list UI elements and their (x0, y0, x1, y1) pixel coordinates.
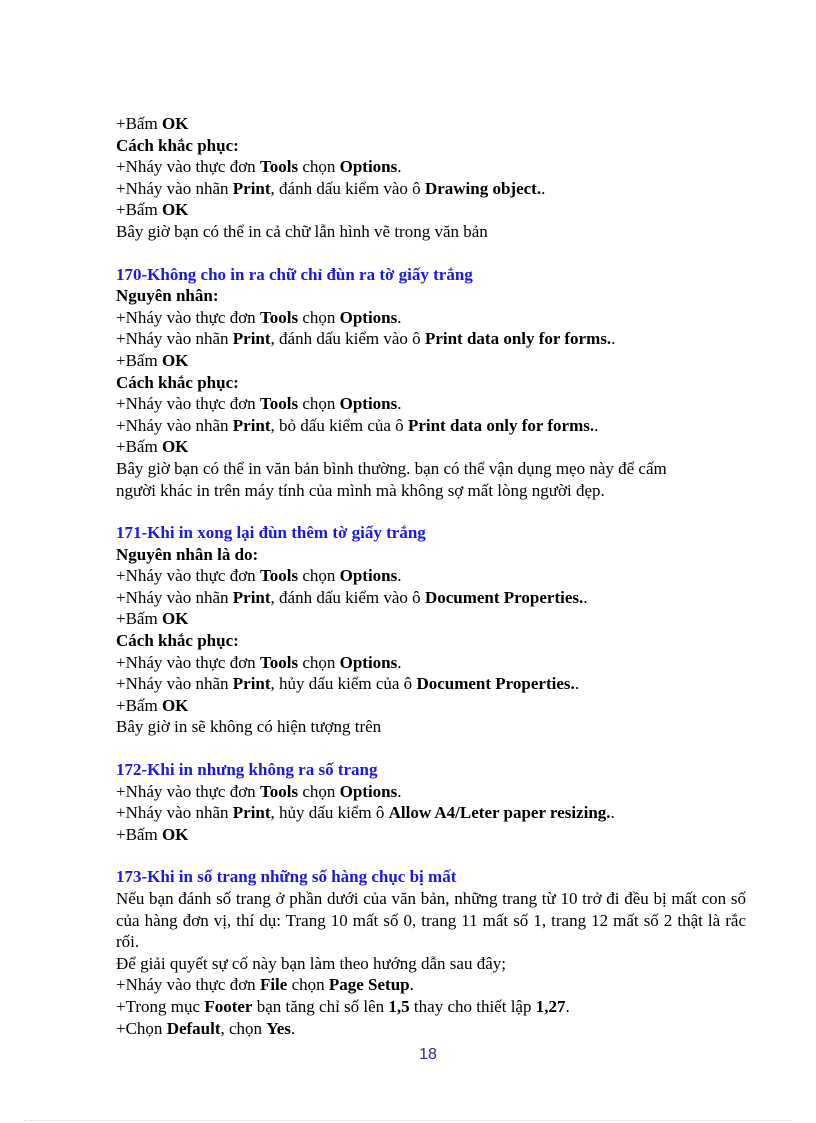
step-text: . (565, 996, 570, 1016)
step-text: , đánh dấu kiểm vào ô (270, 329, 425, 349)
section-172 (116, 759, 746, 845)
step-keyword: Yes (266, 1018, 291, 1038)
step-keyword: Footer (204, 996, 253, 1016)
step-text: +Bấm (116, 695, 162, 715)
step-text: , hủy dấu kiểm ô (270, 803, 389, 823)
paragraph: Bây giờ in sẽ không có hiện tượng trên (116, 717, 382, 737)
step-keyword: Tools (259, 566, 299, 586)
step-text: chọn (298, 157, 340, 177)
step-keyword: Print (232, 415, 271, 435)
step-text: +Trong mục (116, 996, 205, 1016)
step-line (116, 824, 746, 846)
step-keyword: OK (161, 824, 189, 844)
step-text: +Nháy vào nhãn (116, 803, 233, 823)
step-text: +Bấm (116, 609, 162, 629)
step-text: , bỏ dấu kiểm của ô (270, 415, 408, 435)
step-text: . (583, 587, 588, 607)
step-keyword: OK (161, 695, 189, 715)
step-text: , hủy dấu kiểm của ô (270, 674, 417, 694)
step-text: +Nháy vào nhãn (116, 329, 233, 349)
step-line (116, 996, 746, 1018)
step-text: +Nháy vào thực đơn (116, 975, 260, 995)
step-text: chọn (298, 394, 340, 414)
step-line (116, 350, 746, 372)
step-text: +Nháy vào nhãn (116, 674, 233, 694)
step-text: +Nháy vào nhãn (116, 415, 233, 435)
step-keyword: Tools (259, 781, 299, 801)
document-page (116, 113, 746, 1039)
step-line (116, 113, 746, 135)
fix-label (116, 630, 746, 652)
step-text: +Nháy vào thực đơn (116, 157, 260, 177)
intro-block (116, 113, 746, 243)
paragraph: Nếu bạn đánh số trang ở phần dưới của văn bản, những trang từ 10 trở đi đều bị mất con số của hàng đơn vị, thí dụ: Trang 10 mất số 0, trang 11 mất số 1, trang 12 mất số 2 thật là rắc rối. (116, 889, 746, 952)
step-text: . (397, 394, 402, 414)
fix-label-text: Cách khắc phục: (116, 372, 239, 392)
step-text: chọn (298, 566, 340, 586)
section-173 (116, 866, 746, 1039)
step-keyword: Drawing object. (424, 178, 542, 198)
step-text: . (610, 803, 615, 823)
step-line (116, 393, 746, 415)
step-keyword: Print (232, 178, 271, 198)
step-text: . (611, 329, 616, 349)
page-number: 18 (419, 1046, 437, 1063)
page-bottom-divider (24, 1120, 792, 1121)
paragraph: Bây giờ bạn có thể in cả chữ lẫn hình vẽ trong văn bản (116, 221, 488, 241)
step-text: +Nháy vào nhãn (116, 587, 233, 607)
step-keyword: 1,5 (388, 996, 410, 1016)
step-keyword: Tools (259, 307, 299, 327)
step-text: +Nháy vào thực đơn (116, 566, 260, 586)
step-line (116, 1018, 746, 1040)
step-text: . (290, 1018, 296, 1038)
step-text: , đánh dấu kiểm vào ô (270, 587, 425, 607)
step-text: . (397, 781, 402, 801)
cause-label (116, 544, 746, 566)
step-line (116, 673, 746, 695)
step-text: +Bấm (116, 200, 162, 220)
step-text: +Bấm (116, 437, 162, 457)
step-keyword: Page Setup (328, 975, 410, 995)
fix-label (116, 135, 746, 157)
step-text: +Bấm (116, 114, 162, 133)
step-text: . (541, 178, 546, 198)
section-heading: 173-Khi in số trang những số hàng chục bị mất (116, 867, 457, 887)
step-keyword: Options (339, 394, 398, 414)
step-text: . (574, 674, 579, 694)
step-line (116, 608, 746, 630)
step-keyword: Options (339, 781, 398, 801)
step-text: +Nháy vào thực đơn (116, 652, 260, 672)
step-keyword: Print (232, 674, 271, 694)
step-text: . (409, 975, 414, 995)
step-text: chọn (287, 975, 329, 995)
step-keyword: Document Properties. (416, 674, 575, 694)
step-text: , chọn (220, 1018, 267, 1038)
step-line (116, 199, 746, 221)
step-keyword: Document Properties. (424, 587, 584, 607)
step-text: . (397, 157, 402, 177)
step-line (116, 587, 746, 609)
step-keyword: Tools (259, 652, 299, 672)
step-text: +Nháy vào thực đơn (116, 394, 260, 414)
section-heading: 172-Khi in nhưng không ra số trang (116, 760, 378, 780)
step-keyword: Tools (259, 157, 299, 177)
paragraph: Để giải quyết sự cố này bạn làm theo hướng dẫn sau đây; (116, 953, 506, 973)
step-keyword: Print data only for forms. (424, 329, 612, 349)
step-keyword: Options (339, 652, 398, 672)
fix-label (116, 372, 746, 394)
step-keyword: Options (339, 307, 398, 327)
step-text: bạn tăng chỉ số lên (252, 996, 389, 1016)
step-text: . (397, 307, 402, 327)
step-keyword: Print (232, 587, 271, 607)
step-keyword: Default (166, 1018, 221, 1038)
step-text: +Bấm (116, 350, 162, 370)
step-text: +Bấm (116, 824, 162, 844)
cause-label (116, 285, 746, 307)
paragraph: người khác in trên máy tính của mình mà không sợ mất lòng người đẹp. (116, 480, 605, 500)
step-text: +Chọn (116, 1018, 167, 1038)
step-line (116, 652, 746, 674)
step-keyword: OK (161, 609, 189, 629)
fix-label-text: Cách khắc phục: (116, 135, 239, 155)
fix-label-text: Cách khắc phục: (116, 631, 239, 651)
step-keyword: 1,27 (535, 996, 566, 1016)
step-line (116, 695, 746, 717)
step-line (116, 415, 746, 437)
step-text: thay cho thiết lập (409, 996, 536, 1016)
paragraph: Bây giờ bạn có thể in văn bản bình thường. bạn có thể vận dụng mẹo này để cấm (116, 458, 667, 478)
step-line (116, 328, 746, 350)
step-keyword: Print data only for forms. (407, 415, 595, 435)
section-heading: 171-Khi in xong lại đùn thêm tờ giấy trắng (116, 523, 426, 543)
step-line (116, 781, 746, 803)
step-keyword: Options (339, 566, 398, 586)
step-line (116, 178, 746, 200)
step-keyword: OK (161, 350, 189, 370)
step-text: . (397, 566, 402, 586)
step-text: , đánh dấu kiểm vào ô (270, 178, 425, 198)
step-keyword: Print (232, 803, 271, 823)
step-text: chọn (298, 781, 340, 801)
step-text: +Nháy vào thực đơn (116, 307, 260, 327)
cause-label-text: Nguyên nhân: (116, 286, 219, 306)
step-keyword: OK (161, 200, 189, 220)
step-line (116, 307, 746, 329)
step-line (116, 565, 746, 587)
section-heading: 170-Không cho in ra chữ chỉ đùn ra tờ giấy trắng (116, 264, 473, 284)
step-text: +Nháy vào nhãn (116, 178, 233, 198)
step-text: chọn (298, 307, 340, 327)
step-text: . (594, 415, 599, 435)
section-170 (116, 264, 746, 502)
step-text: . (397, 652, 402, 672)
step-line (116, 436, 746, 458)
step-keyword: Options (339, 157, 398, 177)
step-line (116, 802, 746, 824)
step-keyword: File (259, 975, 288, 995)
cause-label-text: Nguyên nhân là do: (116, 544, 259, 564)
step-line (116, 156, 746, 178)
step-keyword: Allow A4/Leter paper resizing. (388, 803, 611, 823)
step-keyword: OK (161, 114, 189, 133)
step-keyword: OK (161, 437, 189, 457)
step-text: +Nháy vào thực đơn (116, 781, 260, 801)
step-keyword: Tools (259, 394, 299, 414)
step-keyword: Print (232, 329, 271, 349)
section-171 (116, 522, 746, 738)
step-line (116, 974, 746, 996)
step-text: chọn (298, 652, 340, 672)
